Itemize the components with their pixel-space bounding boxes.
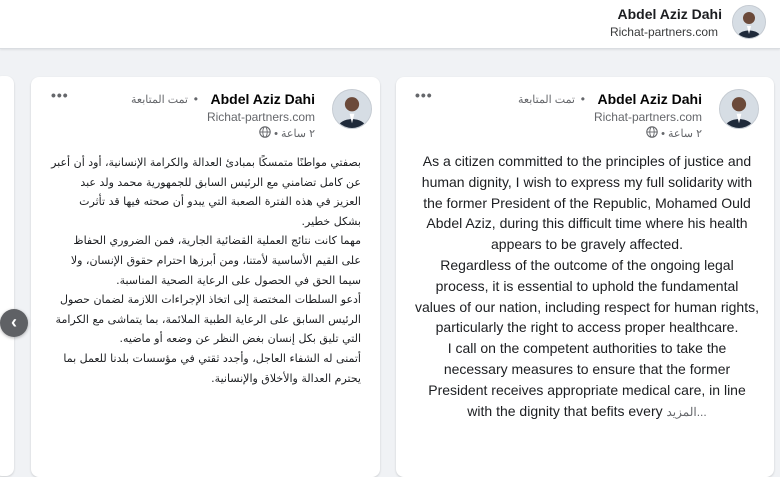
- header-profile-site: Richat-partners.com: [609, 25, 718, 39]
- partial-card-left: [0, 76, 14, 476]
- post-paragraph-text: I call on the competent authorities to take the necessary measures to ensure that the former President receives appropriate medical care, in line with the dignity that befits every: [428, 340, 746, 419]
- follow-status[interactable]: تمت المتابعة: [131, 94, 188, 106]
- globe-icon: [259, 126, 271, 138]
- post-author-avatar[interactable]: [719, 89, 759, 129]
- profile-photo-icon: [333, 90, 371, 128]
- separator-dot: •: [193, 92, 198, 106]
- post-author-avatar[interactable]: [332, 89, 372, 129]
- profile-photo-icon: [733, 6, 765, 38]
- header-profile-name[interactable]: Abdel Aziz Dahi: [617, 6, 722, 22]
- post-author-name[interactable]: Abdel Aziz Dahi: [597, 91, 702, 107]
- more-options-icon[interactable]: •••: [415, 87, 433, 103]
- post-paragraph: بصفتي مواطنًا متمسكًا بمبادئ العدالة والكرامة الإنسانية، أود أن أعبر عن كامل تضامني مع الرئيس السابق للجمهورية محمد ولد عبد العزيز في هذه الفترة الصعبة التي يبدو أن صحته فيها قد تأثرت بشكل خطير.: [51, 156, 361, 228]
- post-paragraph: مهما كانت نتائج العملية القضائية الجارية، فمن الضروري الحفاظ على القيم الأساسية لأمتنا، ومن أبرزها احترام حقوق الإنسان، ولا سيما الحق في الحصول على الرعاية الصحية المناسبة.: [70, 234, 361, 287]
- separator-dot: •: [580, 92, 585, 106]
- post-body-english: [414, 151, 760, 422]
- post-paragraph: [414, 338, 760, 422]
- follow-status[interactable]: تمت المتابعة: [518, 94, 575, 106]
- profile-photo-icon: [720, 90, 758, 128]
- more-options-icon[interactable]: •••: [51, 87, 69, 103]
- post-site: Richat-partners.com: [206, 110, 315, 124]
- post-author-name[interactable]: Abdel Aziz Dahi: [210, 91, 315, 107]
- post-card-english: [396, 77, 774, 477]
- post-body-arabic: [51, 153, 361, 388]
- post-paragraph: أدعو السلطات المختصة إلى اتخاذ الإجراءات اللازمة لضمان حصول الرئيس السابق على الرعاية الطبية الملائمة، بما يتماشى مع الكرامة التي تليق بكل إنسان بغض النظر عن وضعه أو ماضيه.: [55, 293, 361, 346]
- post-paragraph: Regardless of the outcome of the ongoing legal process, it is essential to uphold the fundamental values of our nation, including respect for human rights, particularly the right to access proper healthcare.: [415, 256, 759, 336]
- post-card-arabic: [31, 77, 380, 477]
- see-more-link[interactable]: المزيد...: [666, 404, 707, 419]
- header-avatar[interactable]: [732, 5, 766, 39]
- carousel-prev-button[interactable]: ‹: [0, 309, 28, 337]
- post-paragraph: As a citizen committed to the principles of justice and human dignity, I wish to express my full solidarity with the former President of the Republic, Mohamed Ould Abdel Aziz, during this difficult time where his health appears to be gravely affected.: [421, 153, 753, 253]
- post-paragraph: أتمنى له الشفاء العاجل، وأجدد ثقتي في مؤسسات بلدنا للعمل بما يحترم العدالة والأخلاق والإنسانية.: [63, 351, 361, 385]
- post-time[interactable]: ٢ ساعة •: [661, 128, 702, 140]
- post-site: Richat-partners.com: [593, 110, 702, 124]
- top-bar: [0, 0, 780, 49]
- post-time[interactable]: ٢ ساعة •: [274, 128, 315, 140]
- globe-icon: [646, 126, 658, 138]
